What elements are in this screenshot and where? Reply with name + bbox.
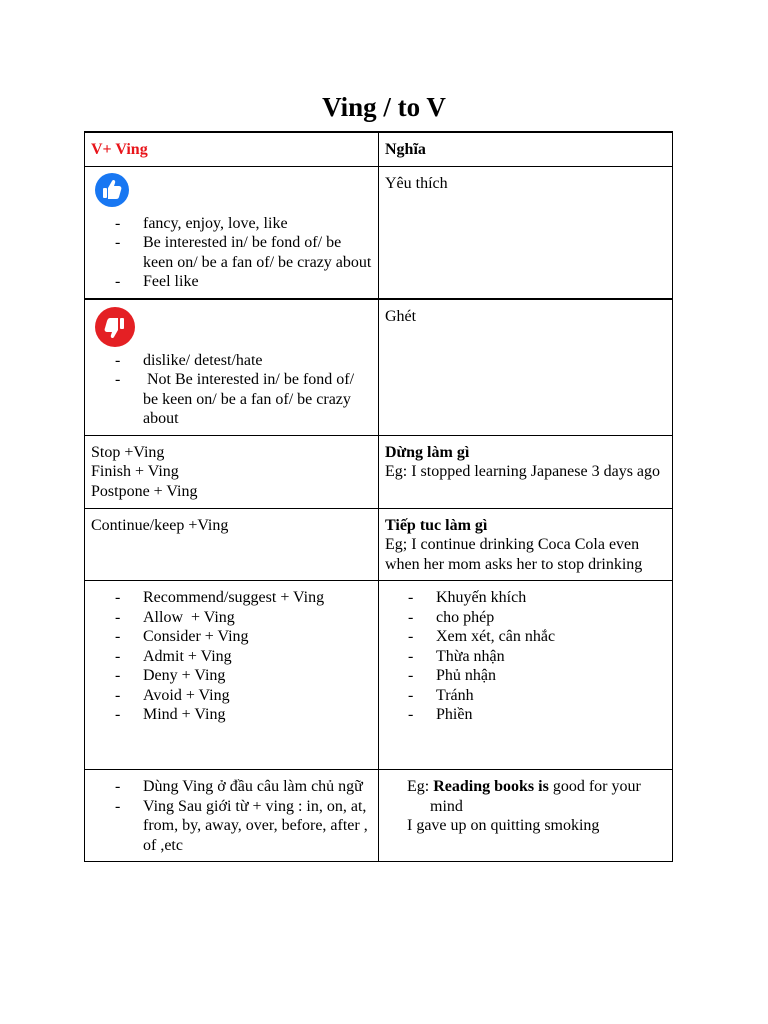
page-title: Ving / to V xyxy=(322,92,446,122)
example-prefix: Eg: xyxy=(407,778,434,795)
list-item: - Ving Sau giới từ + ving : in, on, at, from, by, away, over, before, after , of ,etc xyxy=(115,797,372,856)
list-item: - Mind + Ving xyxy=(115,705,372,725)
like-verb-list xyxy=(91,214,372,292)
thumbs-down-icon xyxy=(95,307,135,347)
table-row-like xyxy=(85,166,673,299)
list-item: - Deny + Ving xyxy=(115,666,372,686)
verbs-meaning-cell xyxy=(379,581,673,770)
list-item: - Xem xét, cân nhắc xyxy=(408,627,666,647)
like-meaning: Yêu thích xyxy=(385,174,448,192)
list-item: - Recommend/suggest + Ving xyxy=(115,588,372,608)
continue-example: Eg; I continue drinking Coca Cola even when her mom asks her to stop drinking xyxy=(385,536,643,573)
text-line: Finish + Ving xyxy=(91,463,179,480)
example-bold-text: Reading books is xyxy=(433,778,549,795)
verbs-list xyxy=(91,588,372,725)
list-item: - cho phép xyxy=(408,608,666,628)
example-line-2: I gave up on quitting smoking xyxy=(407,817,600,834)
list-item: - Not Be interested in/ be fond of/ be keen on/ be a fan of/ be crazy about xyxy=(115,370,372,429)
like-structure-cell xyxy=(85,166,379,299)
header-structure-label: V+ Ving xyxy=(91,141,148,158)
header-cell-meaning xyxy=(379,132,673,166)
stop-meaning-title: Dừng làm gì xyxy=(385,443,470,461)
list-item: - Thừa nhận xyxy=(408,647,666,667)
list-item: - Admit + Ving xyxy=(115,647,372,667)
list-item: - Allow + Ving xyxy=(115,608,372,628)
thumbs-up-icon xyxy=(95,173,129,207)
table-header-row xyxy=(85,132,673,166)
list-item: - Tránh xyxy=(408,686,666,706)
subject-meaning-cell xyxy=(379,770,673,862)
text-line: Stop +Ving xyxy=(91,443,165,461)
list-item: - fancy, enjoy, love, like xyxy=(115,214,372,234)
example-rest: good for your xyxy=(548,778,641,795)
continue-meaning-title: Tiếp tuc làm gì xyxy=(385,516,488,534)
list-item: - Dùng Ving ở đầu câu làm chủ ngữ xyxy=(115,777,372,797)
verbs-structure-cell xyxy=(85,581,379,770)
table-row-dislike xyxy=(85,299,673,436)
dislike-meaning: Ghét xyxy=(385,307,417,325)
table-row-verbs xyxy=(85,581,673,770)
dislike-verb-list xyxy=(91,351,372,429)
header-cell-structure xyxy=(85,132,379,166)
verbs-meaning-list xyxy=(385,588,666,725)
table-row-stop xyxy=(85,435,673,508)
dislike-meaning-cell xyxy=(379,299,673,436)
list-item: - Avoid + Ving xyxy=(115,686,372,706)
list-item: - Phiền xyxy=(408,705,666,725)
table-row-subject xyxy=(85,770,673,862)
grammar-table xyxy=(84,131,673,862)
stop-structure-cell xyxy=(85,435,379,508)
text-line: Postpone + Ving xyxy=(91,482,198,500)
like-meaning-cell xyxy=(379,166,673,299)
subject-list xyxy=(91,777,372,855)
dislike-structure-cell xyxy=(85,299,379,436)
text-line: Continue/keep +Ving xyxy=(91,516,229,534)
example-continuation: mind xyxy=(430,797,463,815)
stop-example: Eg: I stopped learning Japanese 3 days ago xyxy=(385,463,661,480)
subject-example xyxy=(385,777,666,836)
list-item: - Be interested in/ be fond of/ be keen on/ be a fan of/ be crazy about xyxy=(115,233,372,272)
continue-structure-cell xyxy=(85,508,379,581)
list-item: - Khuyến khích xyxy=(408,588,666,608)
table-row-continue xyxy=(85,508,673,581)
stop-meaning-cell xyxy=(379,435,673,508)
list-item: - Phủ nhận xyxy=(408,666,666,686)
continue-meaning-cell xyxy=(379,508,673,581)
header-meaning-label: Nghĩa xyxy=(385,141,426,158)
list-item: - dislike/ detest/hate xyxy=(115,351,372,371)
subject-structure-cell xyxy=(85,770,379,862)
list-item: - Feel like xyxy=(115,272,372,292)
list-item: - Consider + Ving xyxy=(115,627,372,647)
